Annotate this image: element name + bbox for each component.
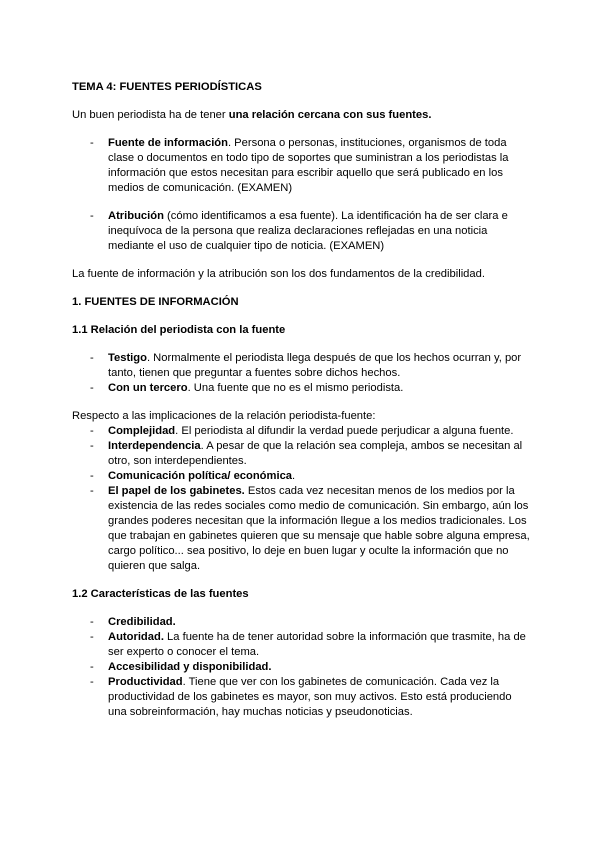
document-page <box>72 80 532 720</box>
item-term: Testigo <box>108 352 147 364</box>
item-text: . A pesar de que la relación sea compleja, ambos se necesitan al otro, son interdependientes. <box>108 440 523 467</box>
definitions-list <box>72 136 532 254</box>
list-item <box>72 136 532 196</box>
implications-intro: Respecto a las implicaciones de la relación periodista-fuente: <box>72 410 376 422</box>
implications-list <box>72 424 532 574</box>
list-item <box>72 484 532 574</box>
bullet-dash: - <box>90 470 94 482</box>
item-term: El papel de los gabinetes. <box>108 485 245 497</box>
list-item <box>72 439 532 469</box>
bullet-dash: - <box>90 661 94 673</box>
list-item <box>72 675 532 720</box>
intro-text: Un buen periodista ha de tener <box>72 109 229 121</box>
bullet-dash: - <box>90 352 94 364</box>
bullet-dash: - <box>90 425 94 437</box>
document-title: TEMA 4: FUENTES PERIODÍSTICAS <box>72 81 262 93</box>
item-text: . Persona o personas, instituciones, organismos de toda clase o documentos en todo tipo de soportes que suministran a los periodistas la información que estos necesitan para escribir aquello que será publicado en los medios de comunicación. (EXAMEN) <box>108 137 509 194</box>
item-term: Atribución <box>108 210 164 222</box>
bullet-dash: - <box>90 137 94 149</box>
relation-list <box>72 351 532 396</box>
bullet-dash: - <box>90 616 94 628</box>
section-heading-1: 1. FUENTES DE INFORMACIÓN <box>72 296 239 308</box>
list-item <box>72 630 532 660</box>
bullet-dash: - <box>90 631 94 643</box>
item-term: Interdependencia <box>108 440 201 452</box>
list-item <box>72 381 532 396</box>
list-item <box>72 615 532 630</box>
characteristics-list <box>72 615 532 720</box>
bullet-dash: - <box>90 485 94 497</box>
spacer <box>72 254 532 267</box>
item-text: Estos cada vez necesitan menos de los medios por la existencia de las redes sociales como medio de comunicación. Sin embargo, aún los grandes poderes necesitan que la información llegue a los medios tradicionales. Los que trabajan en gabinetes quieren que su mensaje que hable sobre alguna empresa, cargo político... sea positivo, lo deje en buen lugar y oculte la información que no quieren que salga. <box>108 485 530 572</box>
item-text: La fuente ha de tener autoridad sobre la información que trasmite, ha de ser experto o conocer el tema. <box>108 631 526 658</box>
item-text: . Normalmente el periodista llega después de que los hechos ocurran y, por tanto, tienen que preguntar a fuentes sobre dichos hechos. <box>108 352 522 379</box>
list-item <box>72 351 532 381</box>
item-text: . Una fuente que no es el mismo periodista. <box>187 382 404 394</box>
subsection-heading-1-2: 1.2 Características de las fuentes <box>72 588 249 600</box>
item-text: . <box>292 470 296 482</box>
item-text: . Tiene que ver con los gabinetes de comunicación. Cada vez la productividad de los gabinetes es mayor, son muy activos. Esto está produciendo una sobreinformación, hay muchas noticias y pseudonoticias. <box>108 676 512 718</box>
item-term: Productividad <box>108 676 183 688</box>
summary-paragraph: La fuente de información y la atribución son los dos fundamentos de la credibilidad. <box>72 268 485 280</box>
list-item <box>72 660 532 675</box>
item-term: Complejidad <box>108 425 176 437</box>
intro-paragraph <box>72 108 532 123</box>
list-item <box>72 469 532 484</box>
item-term: Autoridad. <box>108 631 164 643</box>
item-term: Credibilidad. <box>108 616 176 628</box>
item-term: Con un tercero <box>108 382 188 394</box>
item-text: . El periodista al difundir la verdad puede perjudicar a alguna fuente. <box>175 425 514 437</box>
bullet-dash: - <box>90 382 94 394</box>
list-item <box>72 209 532 254</box>
intro-bold: una relación cercana con sus fuentes. <box>228 109 432 121</box>
bullet-dash: - <box>90 440 94 452</box>
item-term: Accesibilidad y disponibilidad. <box>108 661 272 673</box>
bullet-dash: - <box>90 210 94 222</box>
bullet-dash: - <box>90 676 94 688</box>
item-term: Fuente de información <box>108 137 228 149</box>
list-item <box>72 424 532 439</box>
subsection-heading-1-1: 1.1 Relación del periodista con la fuente <box>72 324 286 336</box>
spacer <box>72 196 532 209</box>
spacer <box>72 574 532 587</box>
item-text: (cómo identificamos a esa fuente). La identificación ha de ser clara e inequívoca de la persona que realiza declaraciones reflejadas en una noticia mediante el uso de cualquier tipo de noticia. (EXAMEN) <box>108 210 508 252</box>
item-term: Comunicación política/ económica <box>108 470 293 482</box>
spacer <box>72 396 532 409</box>
